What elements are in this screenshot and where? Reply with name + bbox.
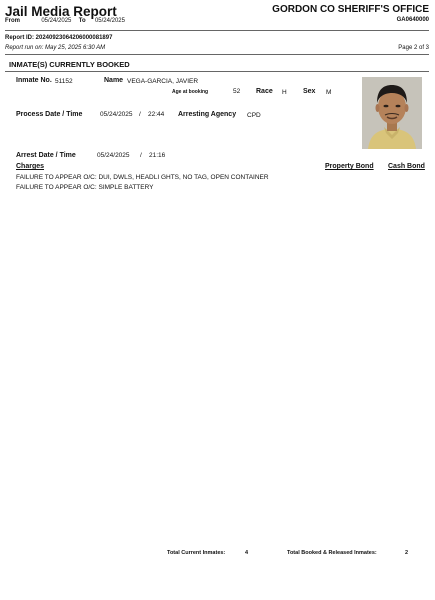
report-id: Report ID: 20240923064206000081897	[5, 35, 113, 41]
total-current-value: 4	[245, 550, 249, 556]
inmate-photo	[362, 77, 422, 149]
race-value: H	[282, 89, 287, 96]
sex-label: Sex	[303, 88, 316, 95]
charge-item: FAILURE TO APPEAR O/C: DUI, DWLS, HEADLI GHTS, NO TAG, OPEN CONTAINER	[16, 174, 269, 181]
inmate-no-label: Inmate No.	[16, 77, 52, 84]
name-label: Name	[104, 77, 124, 84]
process-date: 05/24/2025	[100, 111, 133, 118]
total-current-label: Total Current Inmates:	[167, 550, 226, 556]
charge-item: FAILURE TO APPEAR O/C: SIMPLE BATTERY	[16, 184, 154, 191]
mugshot-image	[362, 77, 422, 149]
section-title: INMATE(S) CURRENTLY BOOKED	[9, 60, 130, 69]
report-run-on: Report run on: May 25, 2025 6:30 AM	[5, 45, 106, 51]
page-number: Page 2 of 3	[398, 45, 429, 51]
to-label: To	[78, 18, 86, 24]
arresting-agency-label: Arresting Agency	[178, 111, 237, 118]
arrest-label: Arrest Date / Time	[16, 152, 76, 159]
arresting-agency-value: CPD	[247, 112, 261, 119]
section-divider	[5, 71, 429, 72]
to-date: 05/24/2025	[94, 18, 125, 24]
total-booked-value: 2	[405, 550, 409, 556]
process-separator: /	[139, 111, 141, 118]
agency-ori: GA0640000	[396, 17, 429, 23]
process-label: Process Date / Time	[16, 111, 83, 118]
race-label: Race	[256, 88, 273, 95]
from-label: From	[5, 18, 20, 24]
process-time: 22:44	[148, 111, 165, 118]
arrest-date: 05/24/2025	[97, 152, 130, 159]
charges-label: Charges	[16, 163, 45, 170]
date-range	[5, 18, 125, 24]
total-booked-label: Total Booked & Released Inmates:	[287, 550, 377, 556]
inmate-name: VEGA-GARCIA, JAVIER	[127, 78, 199, 85]
sex-value: M	[326, 89, 332, 96]
inmate-no-value: 51152	[55, 78, 73, 85]
arrest-separator: /	[140, 152, 142, 159]
property-bond-label: Property Bond	[325, 163, 374, 170]
age-value: 52	[233, 88, 241, 95]
age-label: Age at booking	[172, 89, 209, 95]
agency-name: GORDON CO SHERIFF'S OFFICE	[272, 4, 429, 15]
subheader-divider	[5, 54, 429, 55]
report-title: Jail Media Report	[5, 4, 117, 19]
cash-bond-label: Cash Bond	[388, 163, 425, 170]
from-date: 05/24/2025	[41, 18, 72, 24]
arrest-time: 21:16	[149, 152, 166, 159]
header-divider	[5, 30, 429, 31]
